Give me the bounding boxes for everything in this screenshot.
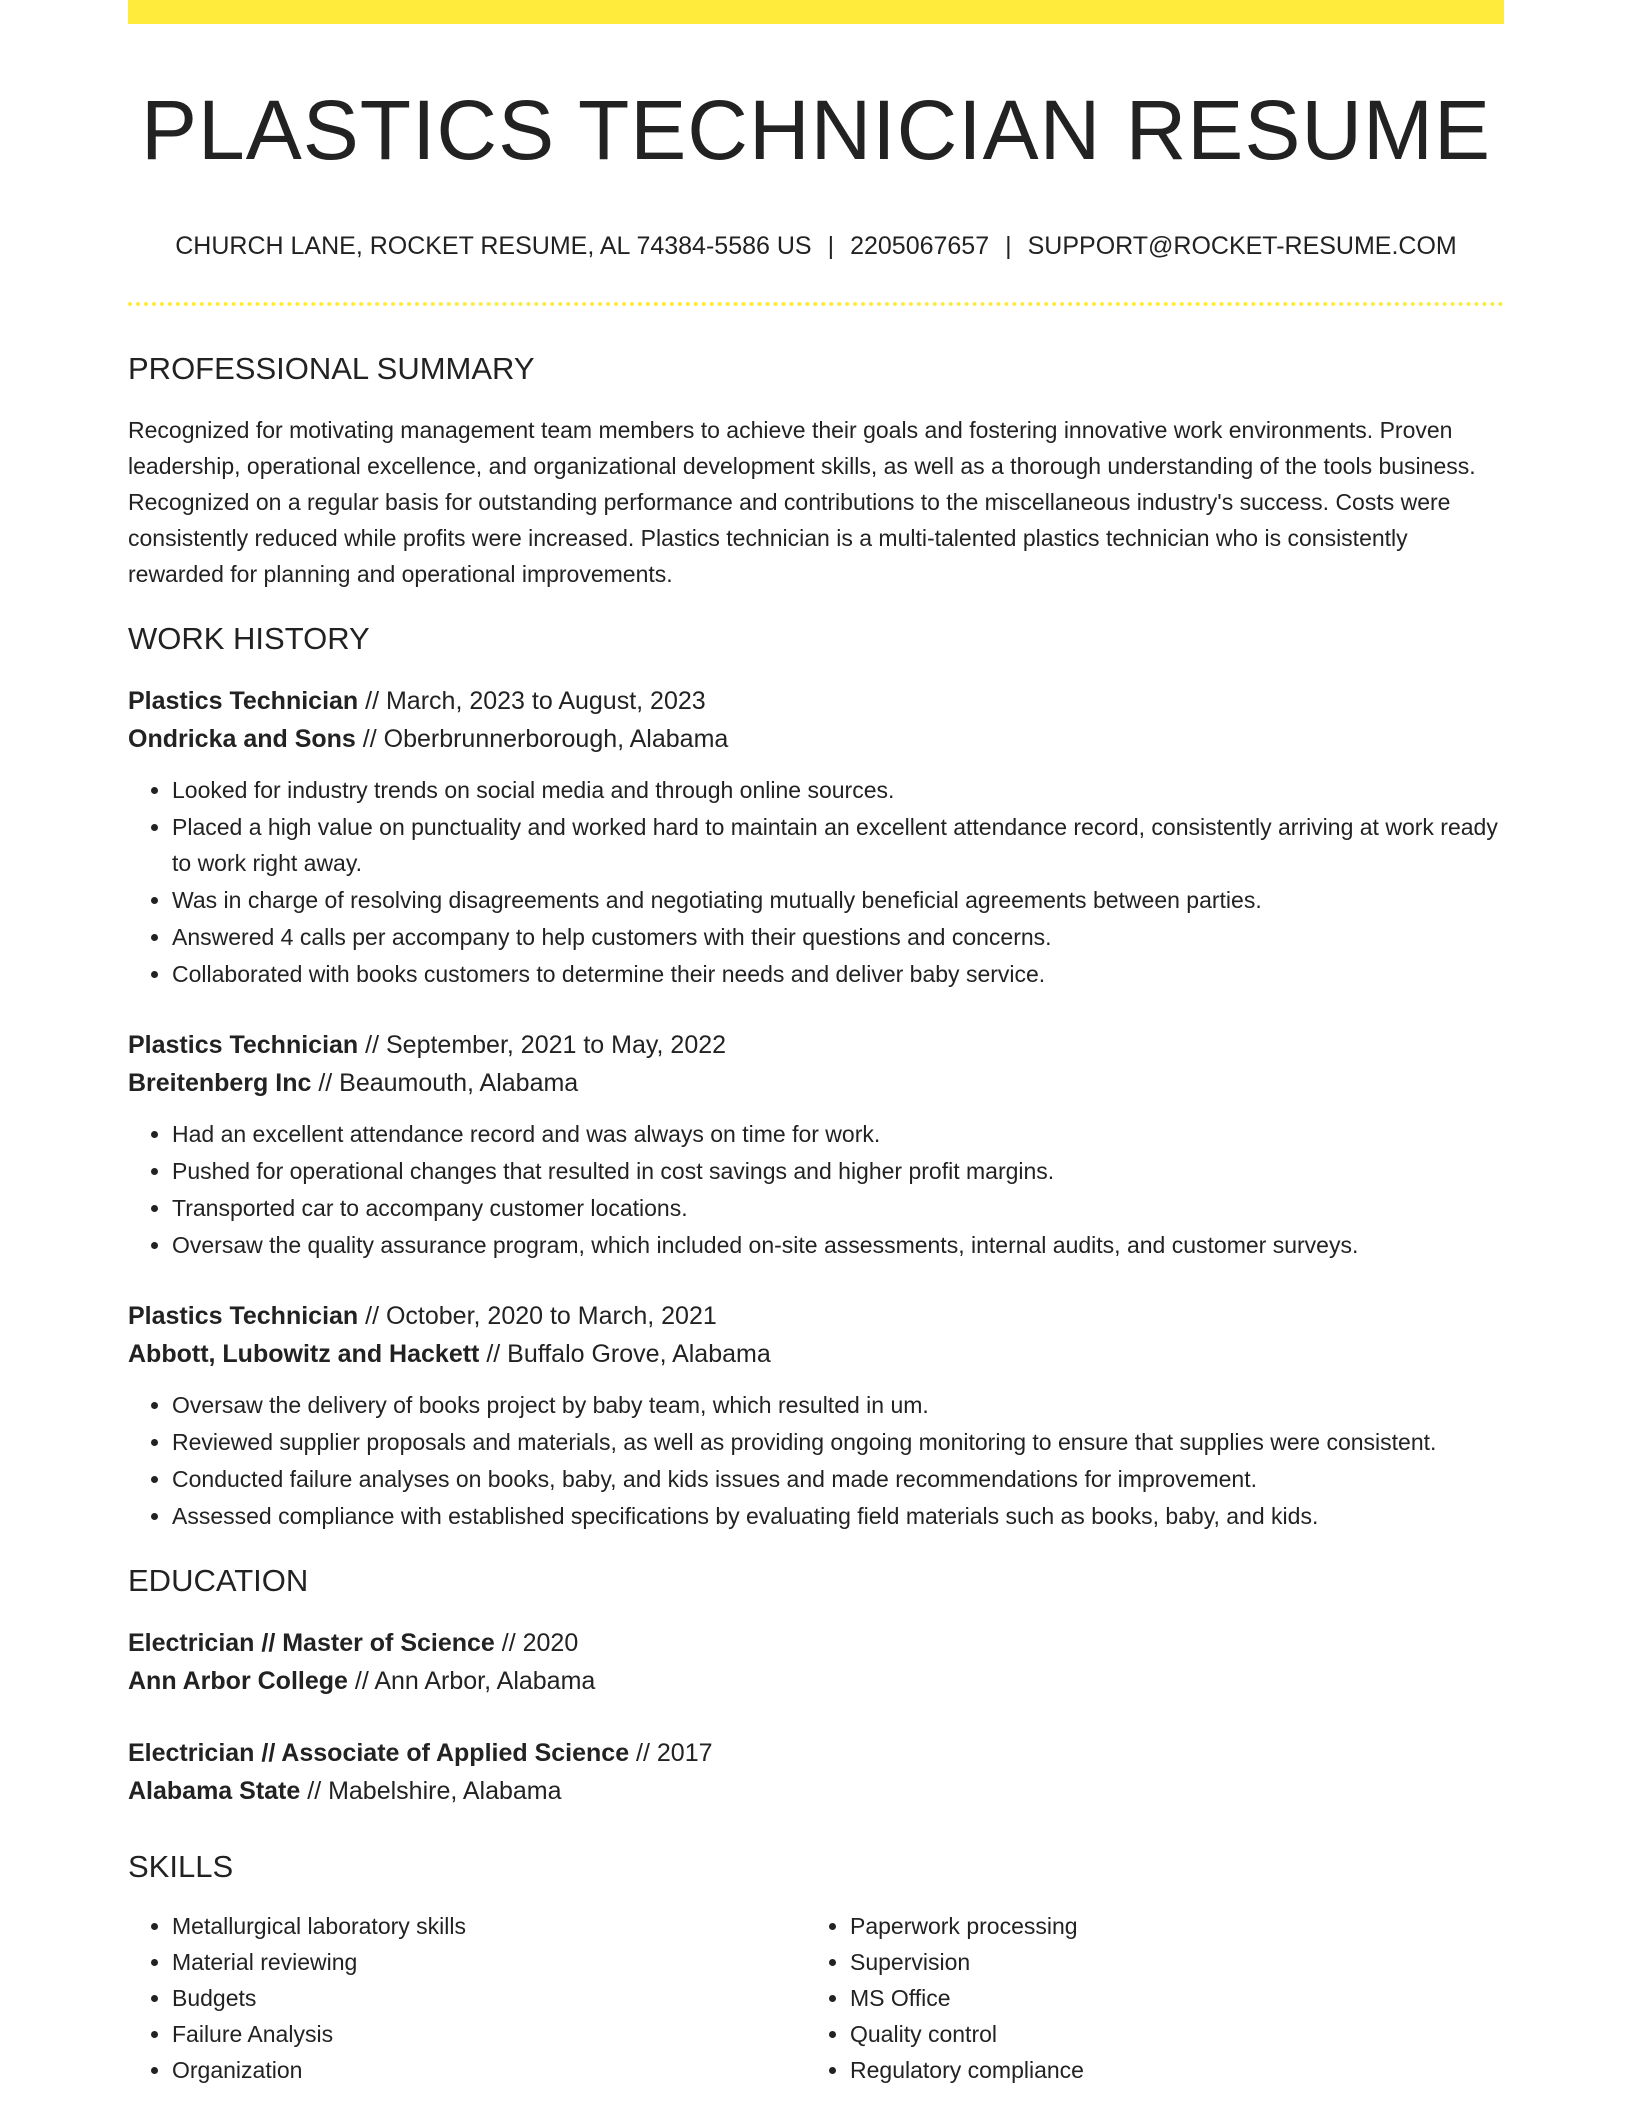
education-school-line	[128, 1662, 1504, 1700]
skill-item: • Organization	[172, 2052, 806, 2088]
job-title-line	[128, 1026, 1504, 1064]
job-company-line	[128, 720, 1504, 758]
education-school: Alabama State	[128, 1777, 301, 1805]
job-dates: // March, 2023 to August, 2023	[358, 687, 706, 715]
education-degree: Electrician // Associate of Applied Science	[128, 1739, 630, 1767]
skill-item: • Metallurgical laboratory skills	[172, 1908, 806, 1944]
education-heading: EDUCATION	[128, 1563, 309, 1598]
skill-item: • Quality control	[850, 2016, 1484, 2052]
resume-title: PLASTICS TECHNICIAN RESUME	[140, 83, 1492, 177]
job-bullets	[128, 1116, 1504, 1263]
job-bullet: • Collaborated with books customers to determine their needs and deliver baby service.	[172, 956, 1504, 992]
summary-heading: PROFESSIONAL SUMMARY	[128, 351, 535, 386]
job-role: Plastics Technician	[128, 687, 359, 715]
skills-grid	[128, 1908, 1504, 2088]
education-location: // Mabelshire, Alabama	[300, 1777, 562, 1805]
education-entry	[128, 1624, 1504, 1700]
header-divider	[128, 302, 1504, 306]
top-accent-bar	[128, 0, 1504, 24]
job-title-line	[128, 682, 1504, 720]
education-degree: Electrician // Master of Science	[128, 1629, 495, 1657]
education-school: Ann Arbor College	[128, 1667, 348, 1695]
job-title-line	[128, 1297, 1504, 1335]
job-bullet: • Had an excellent attendance record and was always on time for work.	[172, 1116, 1504, 1152]
job-entry	[128, 682, 1504, 992]
contact-line	[128, 230, 1504, 262]
skills-heading: SKILLS	[128, 1849, 234, 1884]
job-company-line	[128, 1064, 1504, 1102]
job-bullet: • Answered 4 calls per accompany to help customers with their questions and concerns.	[172, 919, 1504, 955]
job-bullet: • Conducted failure analyses on books, baby, and kids issues and made recommendations for improvement.	[172, 1461, 1504, 1497]
education-entry	[128, 1734, 1504, 1810]
education-location: // Ann Arbor, Alabama	[347, 1667, 596, 1695]
job-bullets	[128, 772, 1504, 992]
job-company: Ondricka and Sons	[128, 725, 356, 753]
education-year: // 2020	[494, 1629, 579, 1657]
job-role: Plastics Technician	[128, 1031, 359, 1059]
work-history-heading: WORK HISTORY	[128, 621, 370, 656]
education-year: // 2017	[629, 1739, 713, 1767]
job-bullet: • Assessed compliance with established specifications by evaluating field materials such as books, baby, and kids.	[172, 1498, 1504, 1534]
job-bullet: • Reviewed supplier proposals and materials, as well as providing ongoing monitoring to ensure that supplies were consistent.	[172, 1424, 1504, 1460]
job-bullet: • Placed a high value on punctuality and worked hard to maintain an excellent attendance record, consistently arriving at work ready to work right away.	[172, 809, 1504, 881]
job-bullet: • Looked for industry trends on social media and through online sources.	[172, 772, 1504, 808]
job-location: // Oberbrunnerborough, Alabama	[355, 725, 729, 753]
contact-address: CHURCH LANE, ROCKET RESUME, AL 74384-5586 US	[175, 232, 812, 260]
job-company: Abbott, Lubowitz and Hackett	[128, 1340, 480, 1368]
job-bullet: • Transported car to accompany customer locations.	[172, 1190, 1504, 1226]
job-bullet: • Pushed for operational changes that resulted in cost savings and higher profit margins.	[172, 1153, 1504, 1189]
skill-item: • Paperwork processing	[850, 1908, 1484, 1944]
contact-phone: 2205067657	[850, 232, 990, 260]
skill-item: • MS Office	[850, 1980, 1484, 2016]
skill-item: • Budgets	[172, 1980, 806, 2016]
job-bullet: • Oversaw the delivery of books project by baby team, which resulted in um.	[172, 1387, 1504, 1423]
job-company-line	[128, 1335, 1504, 1373]
job-entry	[128, 1026, 1504, 1263]
skills-column-right	[806, 1908, 1484, 2088]
skill-item: • Regulatory compliance	[850, 2052, 1484, 2088]
education-degree-line	[128, 1624, 1504, 1662]
summary-text: Recognized for motivating management team members to achieve their goals and fostering innovative work environments. Proven leadership, operational excellence, and organizational development skills, as well as a thorough understanding of the tools business. Recognized on a regular basis for outstanding performance and contributions to the miscellaneous industry's success. Costs were consistently reduced while profits were increased. Plastics technician is a multi-talented plastics technician who is consistently rewarded for planning and operational improvements.	[128, 417, 1476, 587]
job-location: // Beaumouth, Alabama	[311, 1069, 579, 1097]
job-role: Plastics Technician	[128, 1302, 359, 1330]
job-dates: // September, 2021 to May, 2022	[358, 1031, 727, 1059]
skill-item: • Supervision	[850, 1944, 1484, 1980]
contact-separator: |	[827, 232, 835, 260]
skill-item: • Failure Analysis	[172, 2016, 806, 2052]
job-company: Breitenberg Inc	[128, 1069, 312, 1097]
job-location: // Buffalo Grove, Alabama	[479, 1340, 771, 1368]
education-school-line	[128, 1772, 1504, 1810]
contact-separator: |	[1005, 232, 1012, 260]
contact-email: SUPPORT@ROCKET-RESUME.COM	[1027, 232, 1457, 260]
skills-column-left	[128, 1908, 806, 2088]
job-bullet: • Was in charge of resolving disagreements and negotiating mutually beneficial agreements between parties.	[172, 882, 1504, 918]
job-dates: // October, 2020 to March, 2021	[358, 1302, 717, 1330]
job-entry	[128, 1297, 1504, 1534]
education-degree-line	[128, 1734, 1504, 1772]
resume-page	[128, 0, 1504, 2112]
job-bullet: • Oversaw the quality assurance program, which included on-site assessments, internal audits, and customer surveys.	[172, 1227, 1504, 1263]
job-bullets	[128, 1387, 1504, 1534]
skill-item: • Material reviewing	[172, 1944, 806, 1980]
